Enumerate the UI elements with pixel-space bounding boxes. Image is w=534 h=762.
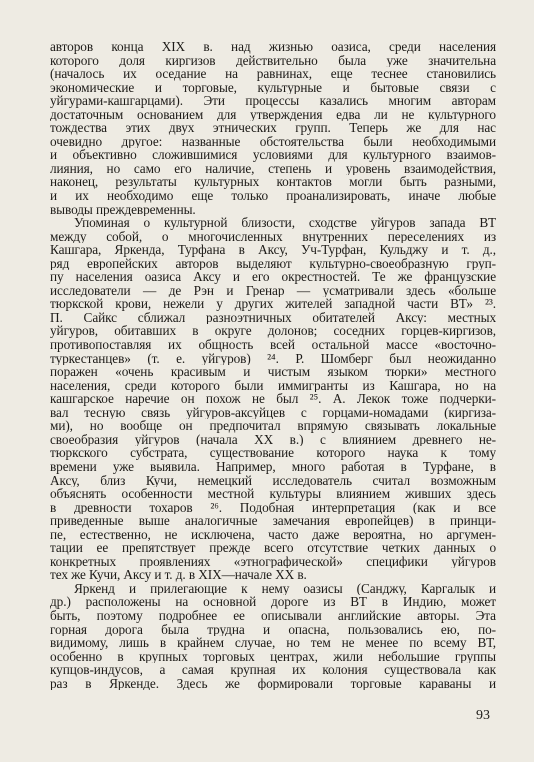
text-line: населения, среди которого были иммигранты из Кашгара, но на <box>50 378 496 393</box>
text-line: кашгарское наречие он похож не был ²⁵. А. Лекок тоже подчерки- <box>50 392 496 406</box>
text-line: поражен «очень красивым и чистым языком тюрки» местного <box>50 365 496 379</box>
text-line: ми), но вообще он предпочитал впрямую связывать локальные <box>50 419 496 433</box>
text-line: тех же Кучи, Аксу и т. д. в XIX—начале XX в. <box>50 568 307 582</box>
text-line: времени уже выявила. Например, много работая в Турфане, в <box>50 459 496 474</box>
text-line: наконец, результаты культурных контактов могли быть разными, <box>50 175 496 190</box>
text-line: тождества этих двух этнических групп. Теперь же для нас <box>50 121 496 135</box>
text-line: Аксу, близ Кучи, немецкий исследователь считал возможным <box>50 473 496 488</box>
text-line: и объективно сложившимися условиями для культурного взаимов- <box>50 148 496 162</box>
text-line: тации ее препятствует прежде всего отсутствие четких данных о <box>50 541 496 555</box>
text-line: и их необходимо еще только проанализировать, иначе любые <box>50 189 496 203</box>
text-line: туркестанцев» (т. е. уйгуров) ²⁴. Р. Шомберг был неожиданно <box>50 351 496 366</box>
text-line: приведенные выше аналогичные замечания европейцев) в принци- <box>50 514 496 528</box>
text-line: (началось их оседание на равнинах, еще теснее становились <box>50 67 496 81</box>
text-line: между собой, о многочисленных внутренних переселениях из <box>50 229 496 244</box>
text-line: лияния, но само его наличие, степень и уровень взаимодействия, <box>50 161 496 176</box>
text-line: видимому, лишь в крайнем случае, но тем не менее по всему ВТ, <box>50 636 496 650</box>
text-line: которого доля киргизов действительно была уже значительна <box>50 53 496 68</box>
body-text <box>50 40 496 690</box>
text-line: тюркского субстрата, существование которого наука к тому <box>50 446 496 460</box>
text-line: исследователи — де Рэн и Гренар — усматривали здесь «больше <box>50 283 496 298</box>
page-number: 93 <box>476 708 490 723</box>
text-line: выводы преждевременны. <box>50 202 196 217</box>
text-line: раз в Яркенде. Здесь же формировали торговые караваны и <box>50 676 496 691</box>
text-line: авторов конца XIX в. над жизнью оазиса, среди населения <box>50 40 496 54</box>
text-line: уйгурами-кашгарцами). Эти процессы казались многим авторам <box>50 94 496 108</box>
text-line: достаточным основанием для утверждения едва ли не культурного <box>50 107 496 122</box>
text-line: вал тесную связь уйгуров-аксуйцев с горцами-номадами (киргиза- <box>50 405 496 420</box>
text-line: пе, естественно, не исключена, часто даже вероятна, но аргумен- <box>50 527 496 542</box>
text-line: своеобразия уйгуров (начала XX в.) с влиянием древнего не- <box>50 432 496 447</box>
text-line: Упоминая о культурной близости, сходстве уйгуров запада ВТ <box>74 216 496 230</box>
text-line: в древности тохаров ²⁶. Подобная интерпретация (как и все <box>50 500 496 515</box>
text-line: др.) расположены на основной дороге из ВТ в Индию, может <box>50 595 496 609</box>
text-line: тюркской крови, нежели у других жителей западной части ВТ» ²³. <box>50 297 496 311</box>
text-line: ряд европейских авторов выделяют культурно-своеобразную груп- <box>50 256 496 271</box>
text-line: объяснять особенности местной культуры влиянием живших здесь <box>50 487 496 501</box>
text-line: быть, поэтому подробнее ее описывали английские авторы. Эта <box>50 608 496 623</box>
text-line: противопоставляя их общность всей остальной массе «восточно- <box>50 338 496 352</box>
text-line: Кашгара, Яркенда, Турфана в Аксу, Уч-Турфан, Кульджу и т. д., <box>50 243 496 257</box>
text-line: пу населения оазиса Аксу и его окрестностей. Те же французские <box>50 270 496 284</box>
text-line: очевидно другое: названные обстоятельства были необходимыми <box>50 134 496 149</box>
text-line: Яркенд и прилегающие к нему оазисы (Санджу, Каргалык и <box>74 581 496 596</box>
text-line: горная дорога была трудна и опасна, пользовались ею, по- <box>50 622 496 637</box>
text-line: экономические и торговые, культурные и бытовые связи с <box>50 80 496 95</box>
text-line: купцов-индусов, а самая крупная их колония существовала как <box>50 663 496 677</box>
text-line: конкретных проявлениях «этнографической» специфики уйгуров <box>50 554 496 569</box>
text-line: особенно в крупных торговых центрах, жили небольшие группы <box>50 649 496 664</box>
text-line: П. Сайкс сближал разноэтничных обитателей Аксу: местных <box>50 310 496 325</box>
text-line: уйгуров, обитавших в округе долонов; соседних горцев-киргизов, <box>50 324 496 339</box>
